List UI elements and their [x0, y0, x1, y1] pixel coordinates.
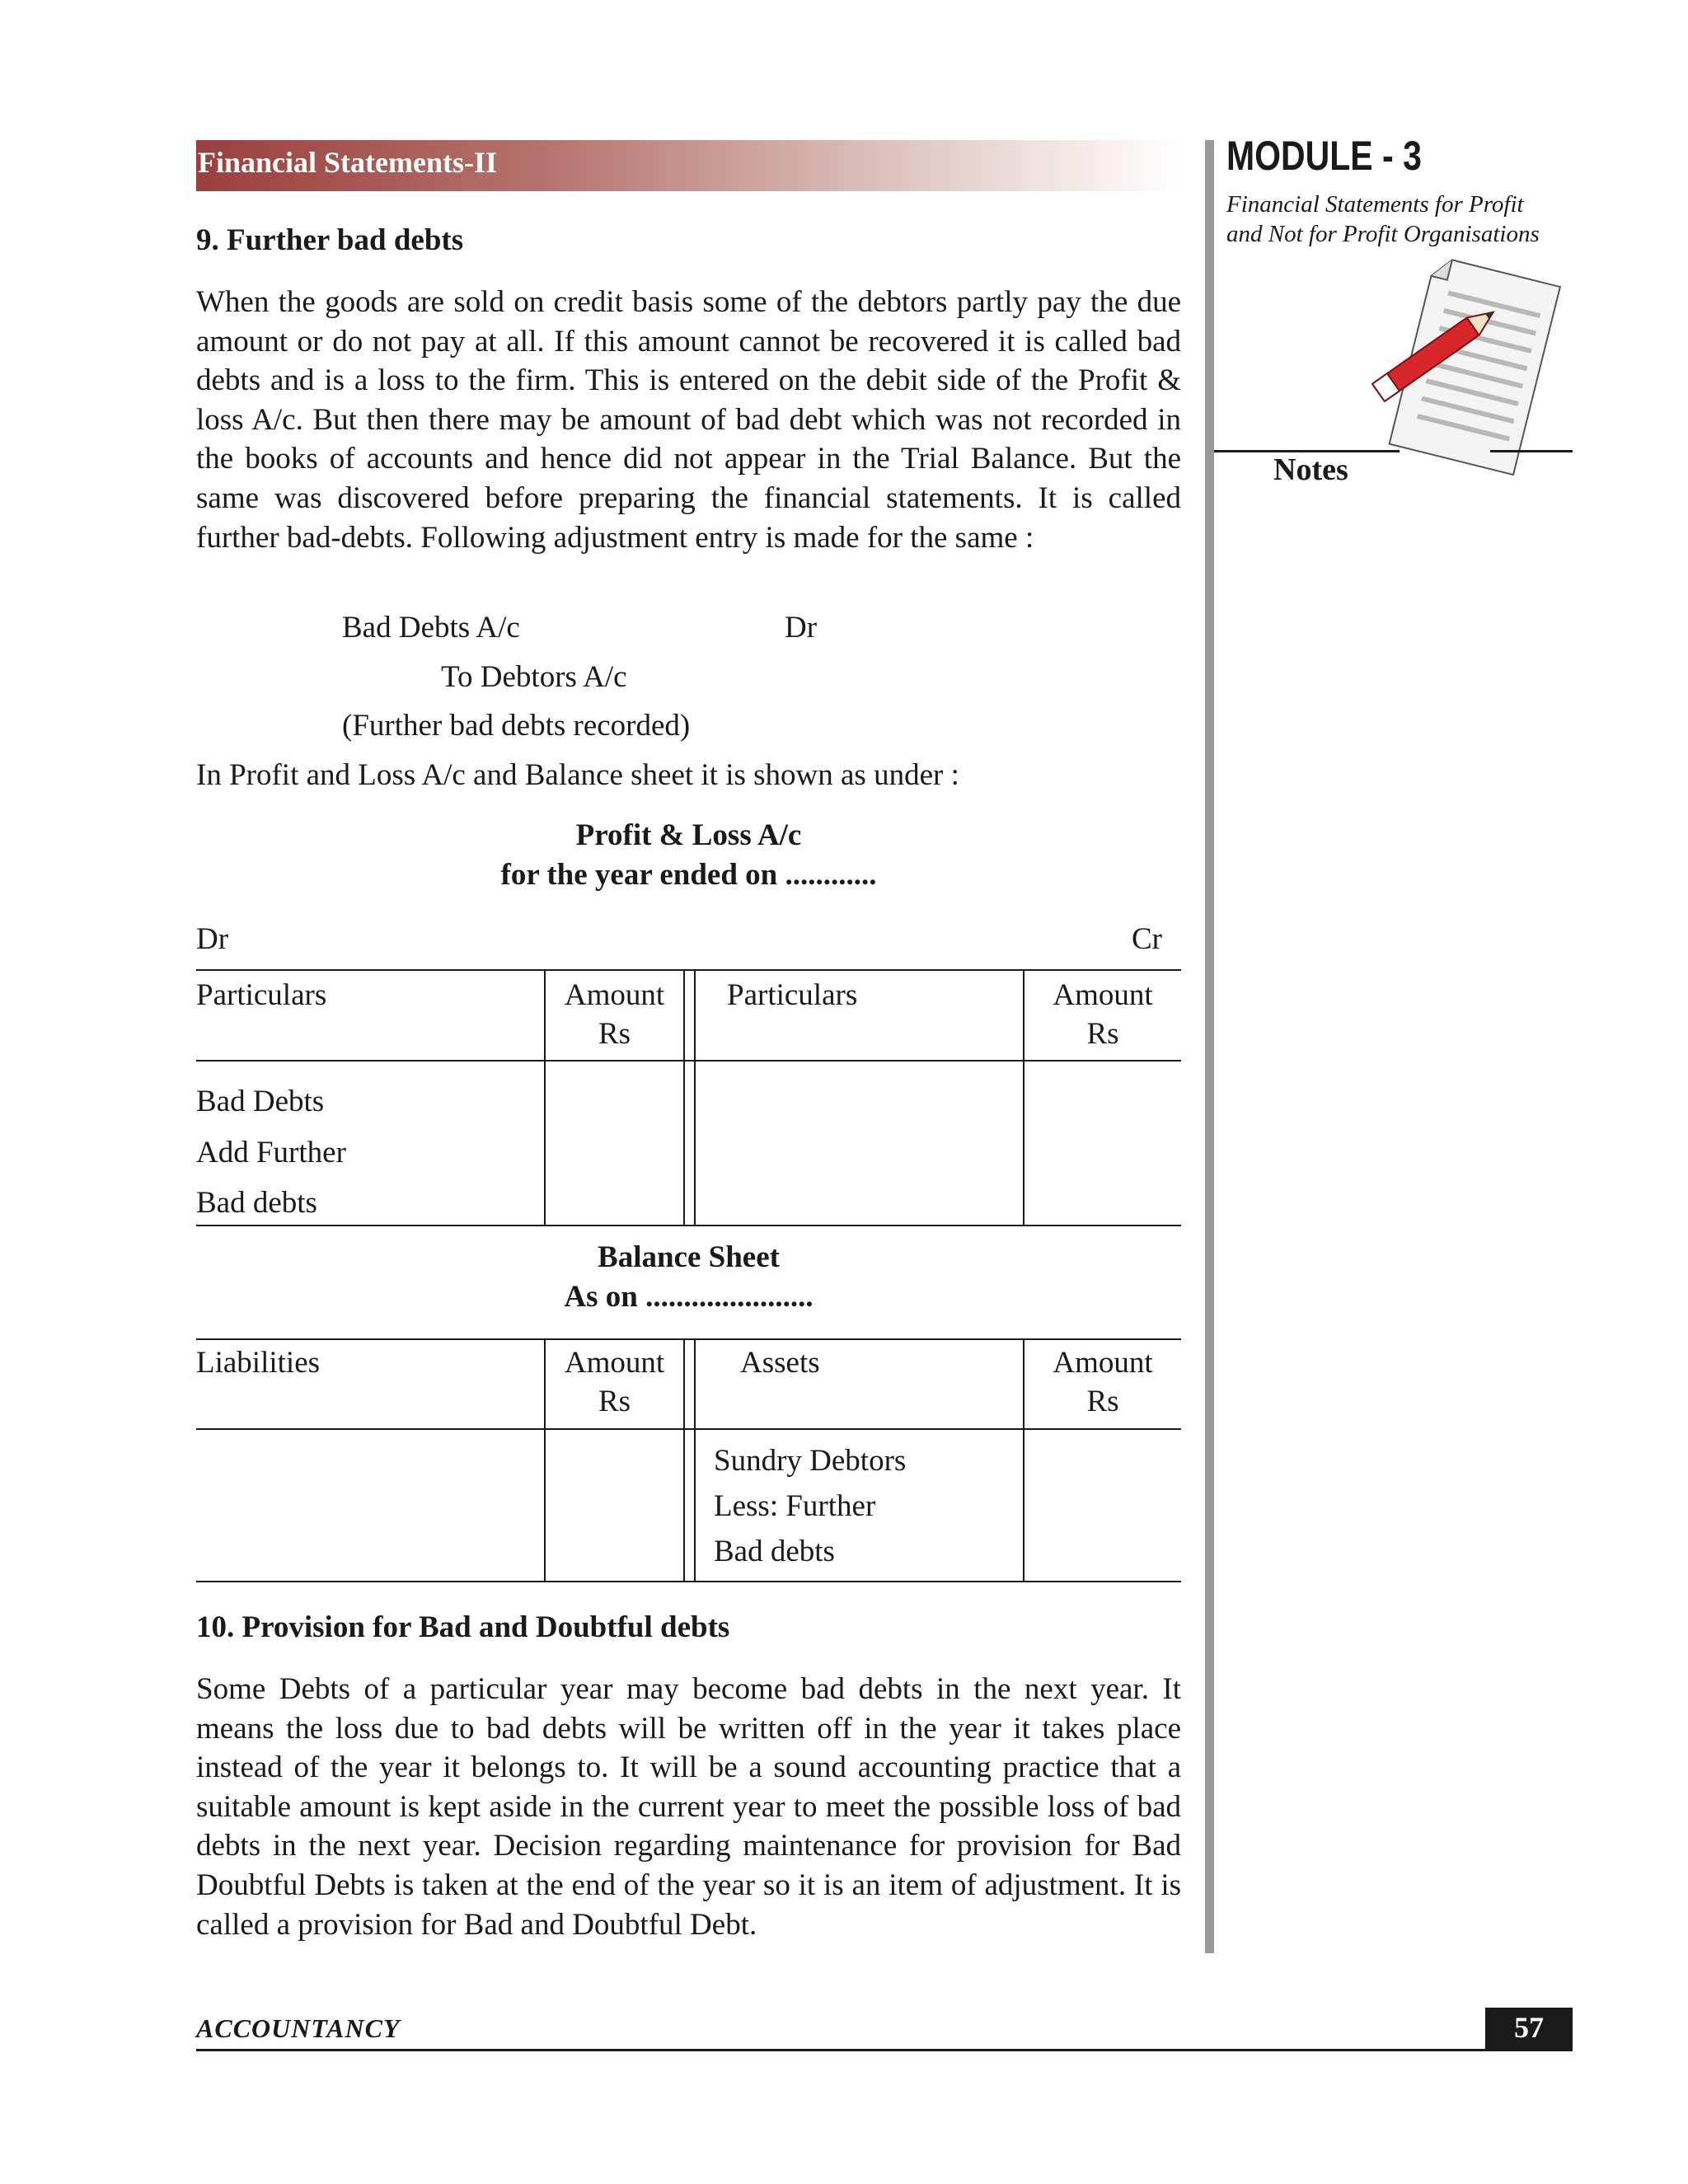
table-row: Less: Further: [714, 1489, 876, 1523]
section-10-paragraph: Some Debts of a particular year may become bad debts in the next year. It means the loss due to bad debts will be written off in the year it takes place instead of the year it belongs to. It will be a sound accounting practice that a suitable amount is kept aside in the current year to meet the possible loss of bad debts in the next year. Decision regarding maintenance for provision for Bad Doubtful Debts is taken at the end of the year so it is an item of adjustment. It is called a provision for Bad and Doubtful Debt.: [196, 1672, 1181, 1942]
notes-label: Notes: [1273, 452, 1348, 487]
pl-header-rule: [196, 1060, 1181, 1062]
section-10-heading: 10. Provision for Bad and Doubtful debts: [196, 1610, 730, 1644]
bs-header-rs: Rs: [598, 1385, 631, 1418]
section-9-paragraph: When the goods are sold on credit basis some of the debtors partly pay the due amount or do not pay at all. If this amount cannot be recovered it is called bad debts and is a loss to the firm. This is entered on the debit side of the Profit & loss A/c. But then there may be amount of bad debt which was not recorded in the books of accounts and hence did not appear in the Trial Balance. But the same was discovered before preparing the financial statements. It is called further bad-debts. Following adjustment entry is made for the same :: [196, 285, 1181, 555]
table-row: Bad debts: [714, 1535, 835, 1568]
banner-title: Financial Statements-II: [198, 146, 497, 179]
pl-title: Profit & Loss A/c: [575, 818, 802, 852]
bs-col-line: [694, 1338, 696, 1581]
sidebar-divider: [1205, 140, 1214, 1953]
bs-header-amount-right: [1025, 1343, 1181, 1421]
pl-cr: Cr: [1132, 922, 1162, 956]
footer-subject: ACCOUNTANCY: [196, 2013, 401, 2043]
bs-header-rule: [196, 1428, 1181, 1430]
pl-header-amount: Amount: [1053, 978, 1153, 1012]
table-row: Bad Debts: [196, 1085, 325, 1118]
journal-narration: (Further bad debts recorded): [342, 709, 691, 743]
bs-col-line: [683, 1338, 685, 1581]
pl-top-rule: [196, 969, 1181, 971]
pl-header-amount: Amount: [564, 978, 665, 1012]
footer-rule: [196, 2049, 1573, 2051]
pl-header-rs: Rs: [598, 1017, 631, 1051]
page-number: 57: [1485, 2008, 1573, 2049]
shown-as-text: In Profit and Loss A/c and Balance sheet it is shown as under :: [196, 758, 959, 792]
header-banner: [196, 140, 1181, 191]
pl-debit-items: [196, 1076, 346, 1229]
journal-credit: To Debtors A/c: [441, 660, 627, 694]
pl-col-line: [683, 969, 685, 1225]
bs-header-amount: Amount: [564, 1346, 665, 1380]
notes-rule-right: [1490, 450, 1573, 452]
pl-subtitle: for the year ended on ............: [500, 858, 877, 892]
journal-debit: Bad Debts A/c: [342, 611, 520, 644]
pl-header-amount-left: [546, 976, 683, 1053]
bs-header-liabilities: Liabilities: [196, 1346, 321, 1380]
table-row: Sundry Debtors: [714, 1444, 907, 1478]
pl-col-line: [694, 969, 696, 1225]
bs-title: Balance Sheet: [598, 1240, 780, 1274]
bs-asset-items: [714, 1438, 906, 1574]
pl-header-particulars-left: Particulars: [196, 978, 327, 1012]
module-subtitle-line2: and Not for Profit Organisations: [1226, 221, 1540, 247]
pl-header-particulars-right: Particulars: [727, 978, 858, 1012]
table-row: Bad debts: [196, 1186, 317, 1220]
bs-bottom-rule: [196, 1581, 1181, 1582]
bs-subtitle: As on ......................: [564, 1280, 814, 1314]
bs-header-assets: Assets: [740, 1346, 820, 1380]
table-row: Add Further: [196, 1135, 346, 1169]
notes-pencil-icon: [1364, 251, 1578, 490]
module-subtitle-line1: Financial Statements for Profit: [1226, 191, 1524, 218]
module-title: MODULE - 3: [1226, 133, 1422, 179]
pl-header-rs: Rs: [1086, 1017, 1119, 1051]
pl-dr: Dr: [196, 922, 229, 956]
bs-header-amount: Amount: [1053, 1346, 1153, 1380]
bs-header-amount-left: [546, 1343, 683, 1421]
section-9-heading: 9. Further bad debts: [196, 223, 464, 257]
bs-top-rule: [196, 1338, 1181, 1340]
journal-dr: Dr: [785, 611, 818, 644]
module-subtitle: [1226, 190, 1573, 249]
bs-header-rs: Rs: [1086, 1385, 1119, 1418]
pl-header-amount-right: [1025, 976, 1181, 1053]
